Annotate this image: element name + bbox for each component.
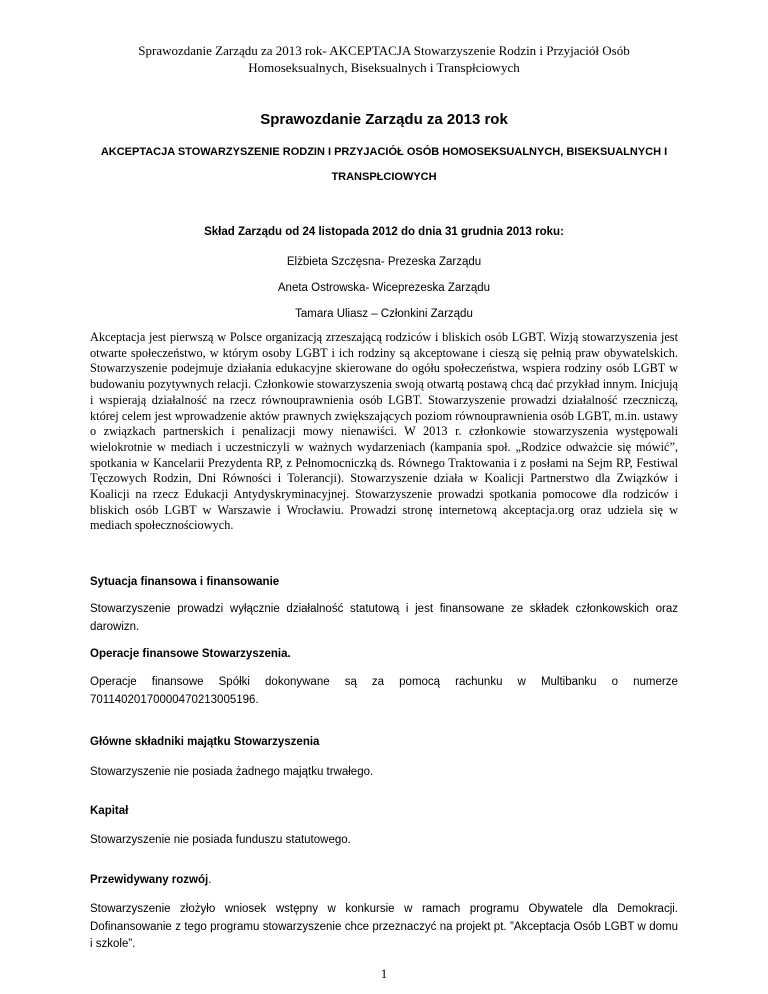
- organization-name-line-2: TRANSPŁCIOWYCH: [331, 171, 437, 183]
- word: numerze: [633, 676, 678, 688]
- account-number: 70114020170000470213005196.: [90, 693, 259, 706]
- word: pomocą: [399, 676, 441, 688]
- capital-text: Stowarzyszenie nie posiada funduszu statutowego.: [90, 834, 351, 846]
- word: są: [344, 676, 357, 688]
- development-text: Stowarzyszenie złożyło wniosek wstępny w konkursie w ramach programu Obywatele dla Demokracji. Dofinansowanie z tego programu stowarzyszenie chce przeznaczyć na projekt pt. ”Akceptacja Osób LGBT w domu i szkole”.: [90, 903, 678, 950]
- finance-heading: Sytuacja finansowa i finansowanie: [90, 576, 280, 588]
- header-line-2: Homoseksualnych, Biseksualnych i Transpłciowych: [248, 60, 520, 75]
- operations-line-1: [90, 674, 678, 692]
- word: o: [611, 676, 619, 688]
- word: dokonywane: [265, 676, 330, 688]
- assets-text: Stowarzyszenie nie posiada żadnego majątku trwałego.: [90, 766, 374, 778]
- board-member: Aneta Ostrowska- Wiceprezeska Zarządu: [277, 282, 491, 294]
- word: Multibanku: [540, 676, 597, 688]
- operations-text: [90, 674, 678, 709]
- page-number: 1: [380, 966, 388, 981]
- word: Spółki: [218, 676, 250, 688]
- board-heading: Skład Zarządu od 24 listopada 2012 do dnia 31 grudnia 2013 roku:: [204, 226, 564, 238]
- word: rachunku: [455, 676, 503, 688]
- development-heading-suffix: .: [208, 874, 212, 886]
- intro-paragraph: Akceptacja jest pierwszą w Polsce organizacją zrzeszającą rodziców i bliskich osób LGBT. Wizją stowarzyszenia jest otwarte społeczeństwo, w którym osoby LGBT i ich rodziny są akceptowane i cieszą się pełnią praw obywatelskich. Stowarzyszenie podejmuje działania edukacyjne skierowane do ogółu społeczeństwa, wspiera rodziny osób LGBT w budowaniu pozytywnych relacji. Członkowie stowarzyszenia swoją otwartą postawą chcą dać przykład innym. Inicjują i wspierają działalność na rzecz równouprawnienia osób LGBT. Stowarzyszenie prowadzi działalność rzeczniczą, której celem jest wprowadzenie aktów prawnych zwiększających poziom równouprawnienia osób LGBT, m.in. ustawy o związkach partnerskich i penalizacji mowy nienawiści. W 2013 r. członkowie stowarzyszenia występowali wielokrotnie w mediach i uczestniczyli w ważnych wydarzeniach (kampania społ. „Rodzice odważcie się mówić”, spotkania w Kancelarii Prezydenta RP, z Pełnomocniczką ds. Równego Traktowania i z posłami na Sejm RP, Festiwal Tęczowych Rodzin, Dni Równości i Tolerancji). Stowarzyszenie działa w Koalicji Partnerstwo dla Związków i Koalicji na rzecz Edukacji Antydyskryminacyjnej. Stowarzyszenie prowadzi spotkania pomocowe dla rodziców i bliskich osób LGBT w Warszawie i Wrocławiu. Prowadzi stronę internetową akceptacja.org oraz udziela się w mediach społecznościowych.: [90, 330, 678, 533]
- header-line-1: Sprawozdanie Zarządu za 2013 rok- AKCEPTACJA Stowarzyszenie Rodzin i Przyjaciół Osób: [138, 43, 630, 58]
- word: w: [517, 676, 526, 688]
- capital-heading: Kapitał: [90, 805, 129, 817]
- running-header: [90, 42, 678, 76]
- word: za: [371, 676, 385, 688]
- finance-text: Stowarzyszenie prowadzi wyłącznie działalność statutową i jest finansowane ze składek członkowskich oraz darowizn.: [90, 603, 678, 633]
- board-member: Elżbieta Szczęsna- Prezeska Zarządu: [286, 256, 482, 268]
- organization-name: [95, 140, 673, 190]
- board-member: Tamara Uliasz – Członkini Zarządu: [295, 308, 473, 320]
- document-title: Sprawozdanie Zarządu za 2013 rok: [260, 111, 508, 128]
- word: finansowe: [151, 676, 204, 688]
- assets-heading: Główne składniki majątku Stowarzyszenia: [90, 736, 320, 748]
- development-heading: [90, 874, 678, 886]
- organization-name-line-1: AKCEPTACJA STOWARZYSZENIE RODZIN I PRZYJACIÓŁ OSÓB HOMOSEKSUALNYCH, BISEKSUALNYCH I: [100, 146, 668, 158]
- development-heading-text: Przewidywany rozwój: [90, 874, 209, 886]
- operations-heading: Operacje finansowe Stowarzyszenia.: [90, 648, 291, 660]
- word: Operacje: [90, 676, 137, 688]
